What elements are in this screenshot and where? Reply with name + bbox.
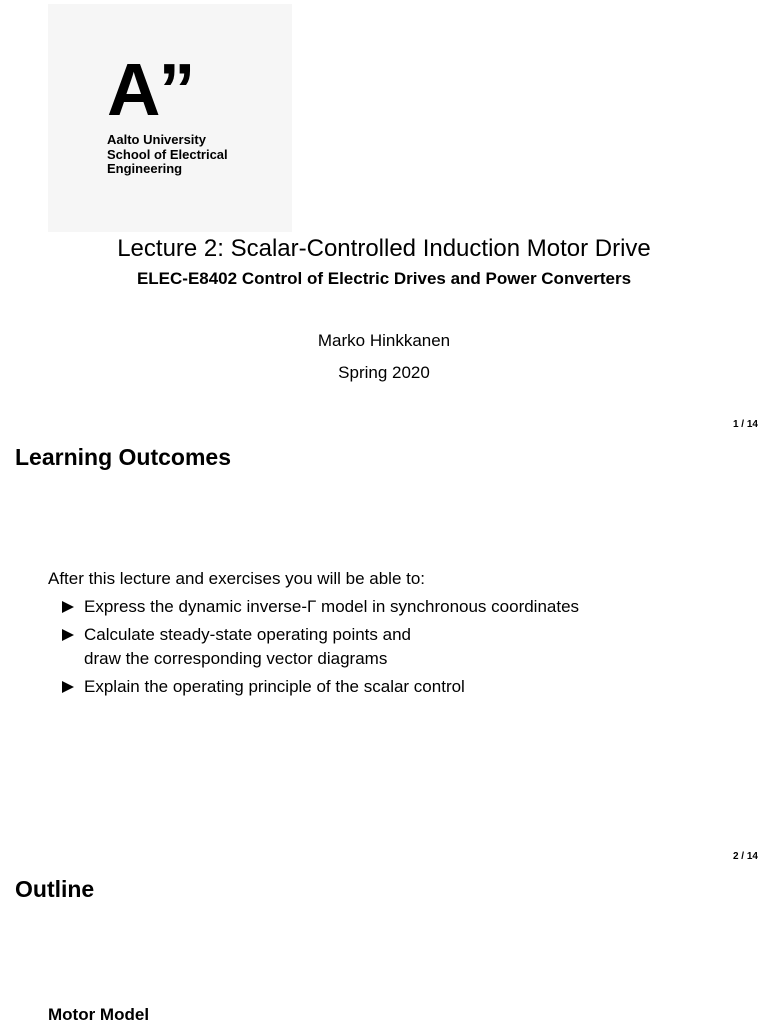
list-item (62, 675, 579, 699)
slide-title-learning-outcomes: Learning Outcomes (15, 444, 231, 470)
list-item (62, 623, 579, 671)
author-name: Marko Hinkkanen (317, 331, 451, 350)
logo-line-3: Engineering (107, 161, 183, 176)
outcomes-list (62, 595, 579, 703)
triangle-bullet-icon (62, 681, 74, 693)
list-item-text: Express the dynamic inverse-Γ model in synchronous coordinates (84, 597, 580, 616)
triangle-bullet-icon (62, 601, 74, 613)
list-item-text: Explain the operating principle of the scalar control (84, 677, 465, 696)
logo-text (107, 133, 228, 177)
list-item (62, 595, 579, 619)
logo-line-1: Aalto University (107, 132, 206, 147)
page-number-1: 1 / 14 (732, 419, 758, 430)
course-subtitle: ELEC-E8402 Control of Electric Drives and Power Converters (136, 269, 632, 288)
lecture-title: Lecture 2: Scalar-Controlled Induction Motor Drive (117, 235, 651, 262)
logo-line-2: School of Electrical (107, 146, 228, 162)
page-number-2: 2 / 14 (732, 851, 758, 862)
section-heading: Motor Model (48, 1005, 150, 1024)
semester: Spring 2020 (338, 363, 430, 382)
triangle-bullet-icon (62, 629, 74, 641)
list-item-text: Calculate steady-state operating points and draw the corresponding vector diagrams (84, 625, 411, 668)
intro-text: After this lecture and exercises you will be able to: (48, 569, 426, 588)
slide-title-outline: Outline (15, 876, 95, 902)
logo-mark: A” (107, 48, 194, 131)
